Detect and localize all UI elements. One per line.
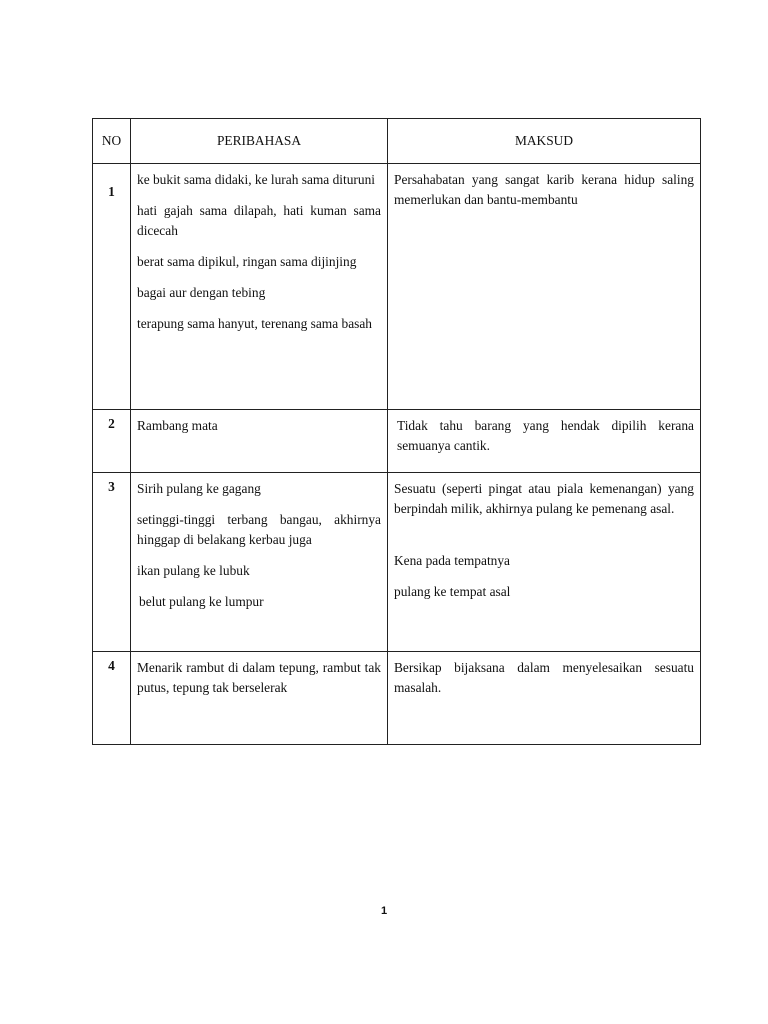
- row-number: 2: [108, 416, 115, 431]
- row-number: 4: [108, 658, 115, 673]
- table-row: [93, 652, 701, 745]
- row-number-cell: [93, 410, 131, 473]
- peribahasa-line: bagai aur dengan tebing: [137, 285, 266, 300]
- maksud-line: Sesuatu (seperti pingat atau piala kemenangan) yang berpindah milik, akhirnya pulang ke pemenang asal.: [394, 481, 694, 516]
- peribahasa-cell: [131, 652, 388, 745]
- maksud-line: Bersikap bijaksana dalam menyelesaikan sesuatu masalah.: [394, 660, 694, 695]
- table-row: [93, 410, 701, 473]
- row-number: 1: [108, 184, 115, 199]
- maksud-line: Kena pada tempatnya: [394, 553, 510, 568]
- maksud-cell: [388, 410, 701, 473]
- peribahasa-cell: [131, 164, 388, 410]
- peribahasa-line: Menarik rambut di dalam tepung, rambut tak putus, tepung tak berselerak: [137, 660, 381, 695]
- peribahasa-line: Sirih pulang ke gagang: [137, 481, 261, 496]
- peribahasa-line: ke bukit sama didaki, ke lurah sama dituruni: [137, 172, 375, 187]
- maksud-line: Persahabatan yang sangat karib kerana hidup saling memerlukan dan bantu-membantu: [394, 172, 694, 207]
- header-maksud: MAKSUD: [388, 119, 701, 164]
- peribahasa-line: hati gajah sama dilapah, hati kuman sama dicecah: [137, 203, 381, 238]
- table-row: [93, 473, 701, 652]
- peribahasa-line: setinggi-tinggi terbang bangau, akhirnya hinggap di belakang kerbau juga: [137, 512, 381, 547]
- header-peribahasa: PERIBAHASA: [131, 119, 388, 164]
- peribahasa-line: berat sama dipikul, ringan sama dijinjing: [137, 254, 357, 269]
- table-row: [93, 164, 701, 410]
- proverb-table: [92, 118, 701, 745]
- maksud-line: Tidak tahu barang yang hendak dipilih kerana semuanya cantik.: [397, 418, 694, 453]
- table-header-row: [93, 119, 701, 164]
- peribahasa-line: belut pulang ke lumpur: [139, 594, 264, 609]
- header-no: NO: [93, 119, 131, 164]
- maksud-cell: [388, 164, 701, 410]
- peribahasa-line: Rambang mata: [137, 418, 218, 433]
- maksud-line: pulang ke tempat asal: [394, 584, 511, 599]
- page-number: 1: [380, 905, 388, 917]
- row-number-cell: [93, 164, 131, 410]
- peribahasa-line: terapung sama hanyut, terenang sama basah: [137, 316, 372, 331]
- row-number-cell: [93, 652, 131, 745]
- peribahasa-line: ikan pulang ke lubuk: [137, 563, 250, 578]
- row-number: 3: [108, 479, 115, 494]
- maksud-cell: [388, 652, 701, 745]
- peribahasa-cell: [131, 410, 388, 473]
- maksud-cell: [388, 473, 701, 652]
- row-number-cell: [93, 473, 131, 652]
- peribahasa-cell: [131, 473, 388, 652]
